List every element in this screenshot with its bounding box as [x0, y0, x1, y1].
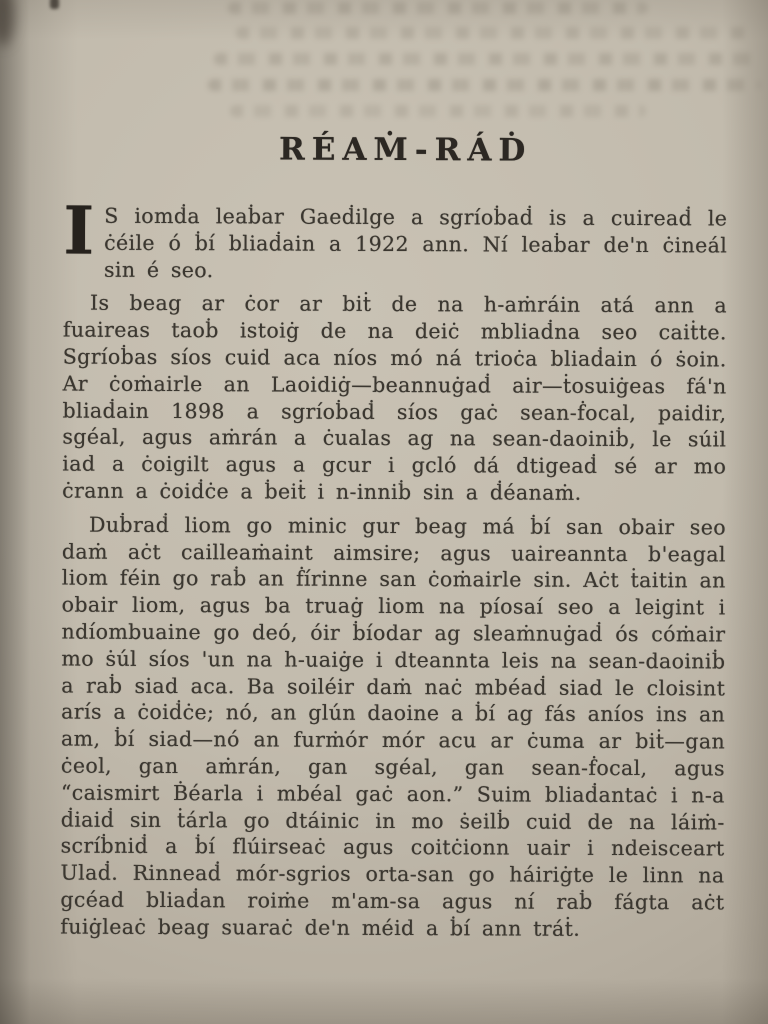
- paragraph-2-text: Is beag ar ċor ar biṫ de na h-aṁráin atá ann a fuaireas taoḃ istoiġ de na deiċ mbliaḋna seo caiṫte. Sgríoḃas síos cuid aca níos mó ná trioċa bliaḋain ó ṡoin. Ar ċoṁairle an Laoidiġ—beannuġaḋ air—ṫosuiġeas fá'n bliaḋain 1898 a sgríoḃaḋ síos gaċ sean-ḟocal, paidir, sgéal, agus aṁrán a ċualas ag na sean-daoiniḃ, le súil iad a ċoigilt agus a gcur i gcló dá dtigeaḋ sé ar mo ċrann a ċoiḋċe a ḃeiṫ i n-inniḃ sin a ḋéanaṁ.: [62, 291, 728, 505]
- showthrough-line: [236, 27, 748, 39]
- paragraph-2: [62, 290, 727, 507]
- paragraph-1-text: S iomḋa leaḃar Gaeḋilge a sgríoḃaḋ is a cuireaḋ le ċéile ó ḃí bliaḋain a 1922 ann. Ní leaḃar de'n ċineál sin é seo.: [103, 203, 728, 282]
- page-showthrough: [0, 0, 768, 125]
- showthrough-line: [214, 53, 762, 65]
- showthrough-line: [208, 79, 760, 91]
- paragraph-3: [60, 511, 726, 943]
- showthrough-line: [228, 2, 648, 14]
- page-title: RÉAṀ-RÁḊ: [278, 131, 533, 169]
- showthrough-line: [230, 105, 646, 117]
- paragraph-3-text: Duḃraḋ liom go minic gur beag má ḃí san obair seo daṁ aċt cailleaṁaint aimsire; agus uaireannta b'eagal liom féin go raḃ an ḟírinne san ċoṁairle sin. Aċt ṫaitin an obair liom, agus ba truaġ liom na píosaí seo a leigint i ndíombuaine go deó, óir ḃíodar ag sleaṁnuġaḋ ós cóṁair mo ṡúl síos 'un na h-uaiġe i dteannta leis na sean-daoiniḃ a raḃ siad aca. Ba soiléir daṁ naċ mbéaḋ siad le cloisint arís a ċoiḋċe; nó, an glún daoine a ḃí ag fás aníos ins an am, ḃí siad—nó an furṁór mór acu ar ċuma ar biṫ—gan ċeol, gan aṁrán, gan sgéal, gan sean-ḟocal, agus “caismirt Ḃéarla i mbéal gaċ aon.” Suim bliaḋantaċ i n-a ḋiaiḋ sin ṫárla go dtáinic in mo ṡeilḃ cuid de na láiṁ-scríḃniḋ a ḃí flúirseaċ agus coitċionn uair i ndeisceart Ulaḋ. Rinneaḋ mór-sgrios orta-san go háiriġte le linn na gcéad bliaḋan roiṁe m'am-sa agus ní raḃ fágta aċt fuiġleaċ beag suaraċ de'n méid a ḃí ann tráṫ.: [60, 512, 727, 941]
- dropcap-initial: I: [63, 191, 95, 270]
- page-text-column: [60, 117, 728, 943]
- page-edge-mark: [50, 0, 59, 9]
- paragraph-1: [63, 191, 728, 286]
- preface-body: [60, 191, 728, 943]
